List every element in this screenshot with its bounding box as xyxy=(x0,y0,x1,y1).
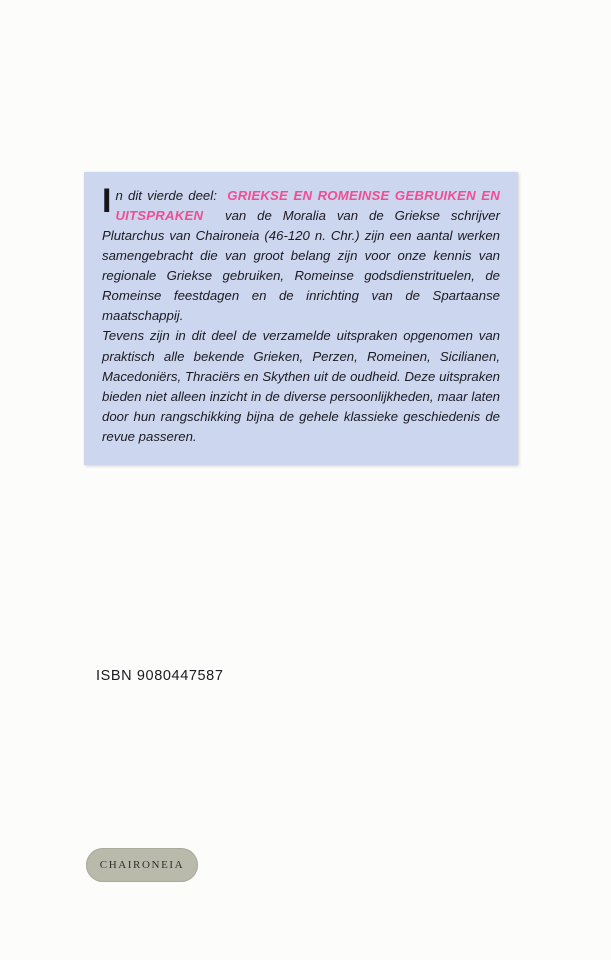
isbn-label: ISBN 9080447587 xyxy=(96,668,224,684)
blurb-panel xyxy=(84,172,518,465)
blurb-paragraph-2: Tevens zijn in dit deel de verzamelde uitspraken opgenomen van praktisch alle bekende Grieken, Perzen, Romeinen, Sicilianen, Macedoniërs, Thraciërs en Skythen uit de oudheid. Deze uitspraken bieden niet alleen inzicht in de diverse persoonlijkheden, maar laten door hun rangschikking bijna de gehele klassieke geschiedenis de revue passeren. xyxy=(102,328,500,444)
publisher-name: CHAIRONEIA xyxy=(99,859,185,871)
blurb-title-highlight: GRIEKSE EN ROMEINSE GEBRUIKEN EN UITSPRAKEN xyxy=(115,188,500,224)
blurb-dropcap: I xyxy=(102,182,112,220)
blurb-paragraph-1-rest: van de Moralia van de Griekse schrijver Plutarchus van Chaironeia (46-120 n. Chr.) zijn een aantal werken samengebracht die van groot belang zijn voor onze kennis van regionale Griekse gebruiken, Romeinse godsdienstrituelen, de Romeinse feestdagen en de inrichting van de Spartaanse maatschappij. xyxy=(102,208,500,324)
blurb-lead-in: n dit vierde deel: xyxy=(115,188,217,203)
publisher-logo xyxy=(86,848,198,882)
blurb-paragraph-1 xyxy=(102,182,500,326)
